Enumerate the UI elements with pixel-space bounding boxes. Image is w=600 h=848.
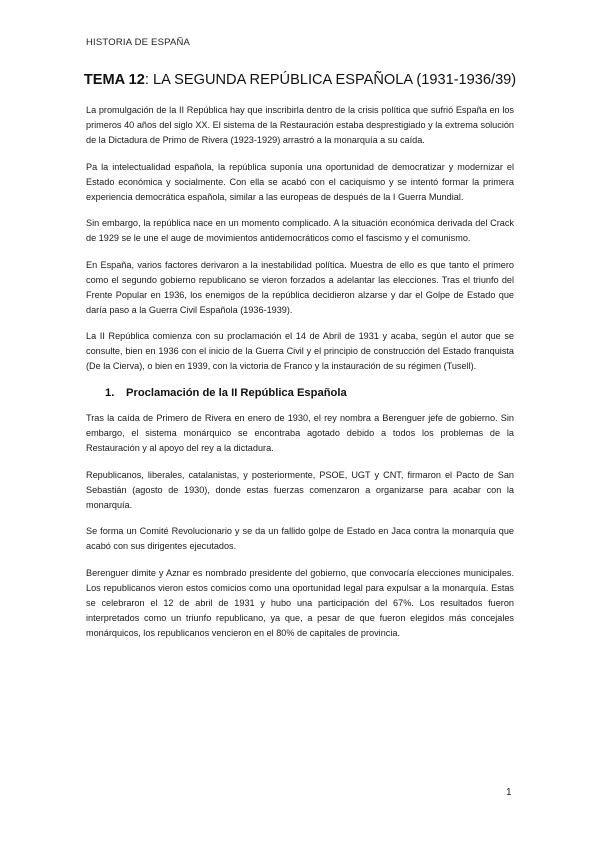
- paragraph: Tras la caída de Primero de Rivera en enero de 1930, el rey nombra a Berenguer jefe de gobierno. Sin embargo, el sistema monárquico se encontraba agotado debido a todos los problemas de la Restauración y al apoyo del rey a la dictadura.: [86, 413, 514, 453]
- paragraph: En España, varios factores derivaron a la inestabilidad política. Muestra de ello es que tanto el primero como el segundo gobierno republicano se vieron forzados a adelantar las elecciones. Tras el triunfo del Frente Popular en 1936, los enemigos de la república decidieron alzarse y dar el Golpe de Estado que daría paso a la Guerra Civil Española (1936-1939).: [86, 259, 514, 315]
- section-number: 1.: [105, 387, 115, 399]
- title-text: : LA SEGUNDA REPÚBLICA ESPAÑOLA (1931-1936/39): [144, 72, 517, 88]
- document-body: [86, 103, 514, 652]
- paragraph: La promulgación de la II República hay que inscribirla dentro de la crisis política que sufrió España en los primeros 40 años del siglo XX. El sistema de la Restauración estaba desprestigiado y la extrema solución de la Dictadura de Primo de Rivera (1923-1929) arrastró a la monarquía a su caída.: [86, 105, 514, 145]
- running-header: HISTORIA DE ESPAÑA: [86, 37, 191, 48]
- paragraph: Berenguer dimite y Aznar es nombrado presidente del gobierno, que convocaría elecciones municipales. Los republicanos vieron estos comicios como una oportunidad legal para expulsar a la monarquía. Estas se celebraron el 12 de abril de 1931 y hubo una participación del 67%. Los resultados fueron interpretados como un triunfo republicano, ya que, a pesar de que fueron elegidos más concejales monárquicos, los republicanos vencieron en el 80% de capitales de provincia.: [86, 567, 514, 638]
- paragraph: Se forma un Comité Revolucionario y se da un fallido golpe de Estado en Jaca contra la monarquía que acabó con sus dirigentes ejecutados.: [86, 526, 514, 551]
- paragraph: Pa la intelectualidad española, la república suponía una oportunidad de democratizar y modernizar el Estado económica y socialmente. Con ella se acabó con el caciquismo y se intentó formar la primera experiencia democrática española, similar a las europeas de después de la I Guerra Mundial.: [86, 161, 514, 202]
- paragraph: Republicanos, liberales, catalanistas, y posteriormente, PSOE, UGT y CNT, firmaron el Pacto de San Sebastián (agosto de 1930), donde estas fuerzas comenzaron a organizarse para acabar con la monarquía.: [86, 469, 514, 510]
- paragraph: Sin embargo, la república nace en un momento complicado. A la situación económica derivada del Crack de 1929 se le une el auge de movimientos antidemocráticos como el fascismo y el comunismo.: [86, 218, 514, 243]
- section-title: Proclamación de la II República Española: [126, 387, 347, 399]
- paragraph: La II República comienza con su proclamación el 14 de Abril de 1931 y acaba, según el autor que se consulte, bien en 1936 con el inicio de la Guerra Civil y el principio de construcción del Estado franquista (De la Cierva), o bien en 1939, con la victoria de Franco y la instauración de su régimen (Tusell).: [86, 331, 514, 371]
- title-tema: TEMA 12: [83, 72, 145, 88]
- page-number: 1: [506, 787, 512, 798]
- page-title: [0, 72, 600, 88]
- section-heading: [105, 387, 514, 399]
